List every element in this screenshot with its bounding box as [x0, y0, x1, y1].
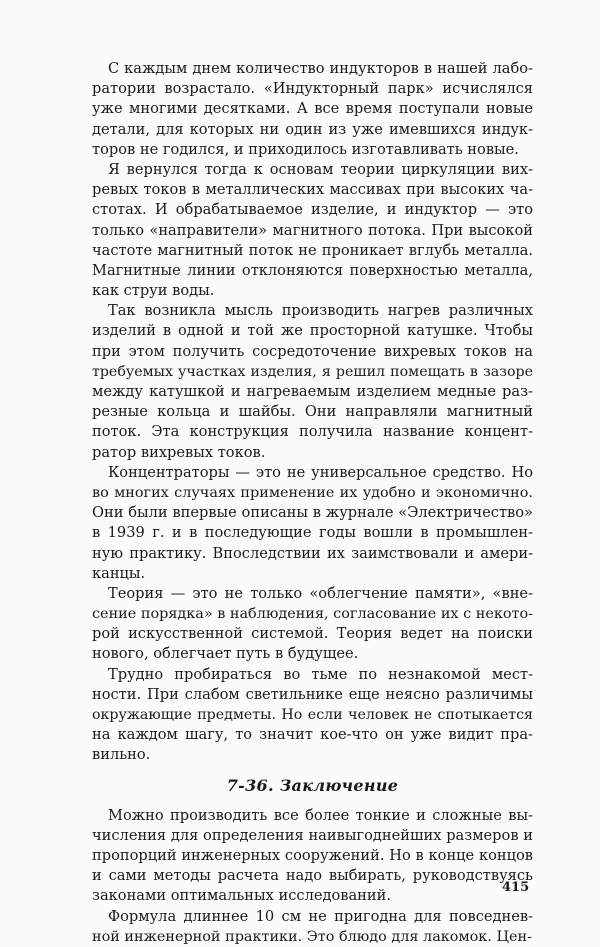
text-line: ности. При слабом светильнике еще неясно различимы [92, 685, 533, 703]
text-line: нового, облегчает путь в будущее. [92, 645, 359, 663]
paragraph [92, 301, 533, 463]
text-line: числения для определения наивыгоднейших размеров и [92, 826, 533, 844]
text-line: рой искусственной системой. Теория ведет на поиски [92, 625, 533, 643]
text-line: Они были впервые описаны в журнале «Электричество» [92, 504, 533, 522]
text-line: сение порядка» в наблюдения, согласование их с некото- [92, 606, 533, 623]
text-line: только «направители» магнитного потока. При высокой [92, 221, 533, 239]
text-after-heading [92, 806, 533, 947]
paragraph [92, 907, 533, 947]
text-line: требуемых участках изделия, я решил помещать в зазоре [92, 363, 533, 380]
text-line: С каждым днем количество индукторов в нашей лабо- [108, 60, 533, 77]
text-line: Так возникла мысль производить нагрев различных [108, 302, 533, 320]
paragraph [92, 665, 533, 766]
paragraph [92, 463, 533, 584]
text-line: между катушкой и нагреваемым изделием медные раз- [92, 383, 533, 400]
text-line: Можно производить все более тонкие и сложные вы- [108, 806, 533, 824]
text-line: канцы. [92, 564, 146, 582]
text-line: Теория — это не только «облегчение памяти», «вне- [108, 584, 533, 602]
text-line: законами оптимальных исследований. [92, 887, 391, 905]
text-line: Я вернулся тогда к основам теории циркуляции вих- [108, 160, 533, 178]
text-line: пропорций инженерных сооружений. Но в конце концов [92, 846, 533, 864]
text-line: уже многими десятками. А все время поступали новые [92, 100, 533, 118]
paragraph [92, 584, 533, 665]
text-line: на каждом шагу, то значит кое-что он уже видит пра- [92, 726, 533, 744]
text-line: ревых токов в металлических массивах при высоких ча- [92, 181, 533, 199]
text-line: изделий в одной и той же просторной катушке. Чтобы [92, 322, 533, 340]
text-line: во многих случаях применение их удобно и экономично. [92, 484, 533, 501]
text-line: ратории возрастало. «Индукторный парк» исчислялся [92, 80, 533, 98]
section-heading: 7-36. Заключение [226, 775, 399, 795]
text-line: ратор вихревых токов. [92, 443, 266, 461]
text-line: ную практику. Впоследствии их заимствовали и амери- [92, 544, 533, 562]
text-line: стотах. И обрабатываемое изделие, и индуктор — это [92, 201, 533, 219]
text-line: торов не годился, и приходилось изготавливать новые. [92, 140, 519, 158]
text-line: Формула длиннее 10 см не пригодна для повседнев- [108, 907, 533, 925]
text-line: и сами методы расчета надо выбирать, руководствуясь [92, 867, 533, 885]
text-line: частоте магнитный поток не проникает вглубь металла. [92, 241, 533, 259]
text-before-heading [92, 59, 533, 766]
text-line: детали, для которых ни один из уже имевшихся индук- [92, 120, 533, 138]
paragraph [92, 806, 533, 907]
text-line: Магнитные линии отклоняются поверхностью металла, [92, 261, 533, 279]
text-line: резные кольца и шайбы. Они направляли магнитный [92, 403, 533, 421]
text-line: вильно. [92, 746, 151, 764]
text-line: поток. Эта конструкция получила название концент- [92, 423, 533, 441]
text-line: ной инженерной практики. Это блюдо для лакомок. Цен- [92, 928, 532, 945]
text-line: в 1939 г. и в последующие годы вошли в промышлен- [92, 524, 533, 542]
text-line: при этом получить сосредоточение вихревых токов на [92, 342, 533, 360]
page-text [92, 59, 533, 947]
text-line: Трудно пробираться во тьме по незнакомой мест- [108, 665, 533, 683]
text-line: окружающие предметы. Но если человек не спотыкается [92, 707, 533, 723]
text-line: как струи воды. [92, 282, 215, 300]
paragraph [92, 160, 533, 301]
page-number: 415 [502, 880, 530, 895]
text-line: Концентраторы — это не универсальное средство. Но [108, 463, 533, 481]
paragraph [92, 59, 533, 160]
